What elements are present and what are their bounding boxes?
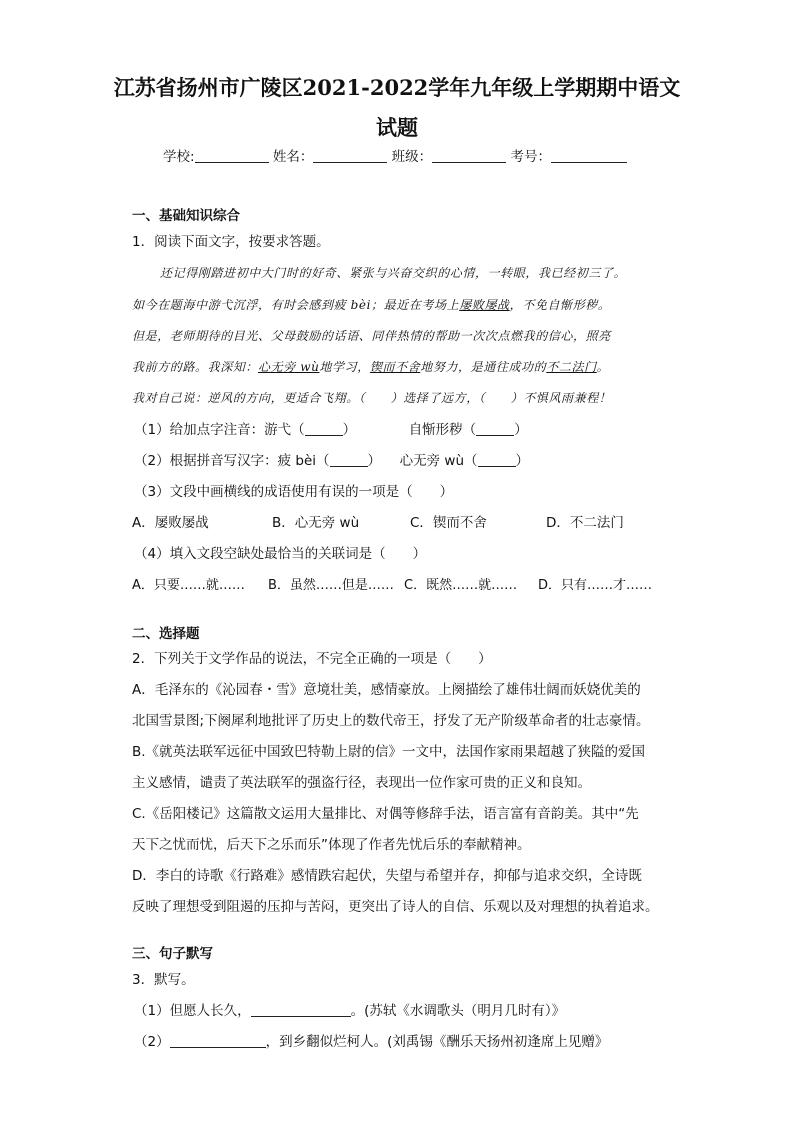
dictation-item-2: （2） ，到乡翻似烂柯人。(刘禹锡《酬乐天扬州初逢席上见赠》	[134, 1034, 609, 1050]
question-2-stem: 2．下列关于文学作品的说法，不完全正确的一项是（ ）	[132, 651, 492, 667]
option-b-line-1[interactable]: B.《就英法联军远征中国致巴特勒上尉的信》一文中，法国作家雨果超越了狭隘的爱国	[132, 744, 646, 760]
sub-question-1: （1）给加点字注音：游弋（ ） 自惭形秽（ ）	[134, 422, 528, 438]
section-heading-2: 二、选择题	[132, 626, 200, 642]
section-heading-1: 一、基础知识综合	[132, 208, 240, 224]
document-title-continued: 试题	[376, 115, 418, 140]
sub-question-4: （4）填入文段空缺处最恰当的关联词是（ ）	[134, 546, 427, 562]
section-heading-3: 三、句子默写	[132, 946, 213, 962]
option-d-line-1[interactable]: D．李白的诗歌《行路难》感情跌宕起伏，失望与希望并存，抑郁与追求交织，全诗既	[132, 868, 642, 884]
idiom-buerfamen: 不二法门	[546, 360, 597, 374]
name-label: 姓名：	[272, 149, 314, 165]
dictation-blank[interactable]	[170, 1034, 266, 1048]
answer-blank[interactable]	[476, 422, 514, 436]
dictation-blank[interactable]	[251, 1003, 351, 1017]
option-a[interactable]: A．只要……就……	[132, 578, 245, 593]
passage-line-4: 我前方的路。我深知：心无旁 wù地学习，锲而不舍地努力，是通往成功的不二法门。	[132, 360, 610, 374]
class-field[interactable]	[432, 149, 506, 163]
school-field[interactable]	[195, 149, 269, 163]
option-c-line-2[interactable]: 天下之忧而忧，后天下之乐而乐”体现了作者先忧后乐的奉献精神。	[132, 837, 531, 853]
answer-blank[interactable]	[478, 453, 516, 467]
answer-blank[interactable]	[330, 453, 368, 467]
option-c[interactable]: C．锲而不舍	[410, 515, 487, 531]
question-1-stem: 1．阅读下面文字，按要求答题。	[132, 234, 330, 250]
option-a[interactable]: A．屡败屡战	[132, 515, 209, 531]
question-3-stem: 3．默写。	[132, 972, 195, 988]
option-c-line-1[interactable]: C.《岳阳楼记》这篇散文运用大量排比、对偶等修辞手法，语言富有音韵美。其中“先	[132, 806, 639, 822]
exam-number-field[interactable]	[551, 149, 627, 163]
option-a-line-2[interactable]: 北国雪景图;下阕犀利地批评了历史上的数代帝王，抒发了无产阶级革命者的壮志豪情。	[132, 713, 650, 729]
exam-number-label: 考号：	[510, 149, 551, 165]
passage-line-1: 还记得刚踏进初中大门时的好奇、紧张与兴奋交织的心情，一转眼，我已经初三了。	[160, 266, 627, 280]
option-d[interactable]: D．只有……才……	[538, 578, 653, 593]
sub-question-3-options	[132, 514, 624, 532]
dictation-item-1: （1）但愿人长久， 。(苏轼《水调歌头（明月几时有）》	[134, 1003, 566, 1019]
student-info-row	[163, 145, 627, 165]
sub-question-2: （2）根据拼音写汉字：疲 bèi（ ） 心无旁 wù（ ）	[134, 453, 529, 469]
idiom-qieerbushe: 锲而不舍	[369, 360, 421, 374]
option-d-line-2[interactable]: 反映了理想受到阻遏的压抑与苦闷，更突出了诗人的自信、乐观以及对理想的执着追求。	[132, 899, 659, 915]
class-label: 班级：	[391, 149, 433, 165]
option-b-line-2[interactable]: 主义感情，谴责了英法联军的强盗行径，表现出一位作家可贵的正义和良知。	[132, 775, 591, 791]
sub-question-4-options	[132, 577, 652, 595]
passage-line-5: 我对自己说：逆风的方向，更适合飞翔。（ ）选择了远方，（ ）不惧风雨兼程！	[132, 391, 612, 405]
answer-blank[interactable]	[305, 422, 343, 436]
document-title: 江苏省扬州市广陵区2021-2022学年九年级上学期期中语文	[113, 75, 681, 100]
passage-line-2: 如今在题海中游弋沉浮，有时会感到疲 bèi；最近在考场上屡败屡战，不免自惭形秽。	[132, 298, 611, 312]
sub-question-3: （3）文段中画横线的成语使用有误的一项是（ ）	[134, 484, 454, 500]
idiom-xinwupangwu: 心无旁 wù	[258, 360, 320, 374]
option-a-line-1[interactable]: A．毛泽东的《沁园春・雪》意境壮美，感情豪放。上阕描绘了雄伟壮阔而妖娆优美的	[132, 682, 641, 698]
option-b[interactable]: B．虽然……但是……	[268, 578, 394, 593]
option-c[interactable]: C．既然……就……	[404, 578, 518, 593]
option-d[interactable]: D．不二法门	[546, 515, 624, 531]
school-label: 学校:	[163, 149, 195, 165]
idiom-lvbailvzhan: 屡败屡战	[459, 298, 510, 312]
option-b[interactable]: B．心无旁 wù	[272, 515, 360, 531]
passage-line-3: 但是，老师期待的目光、父母鼓励的话语、同伴热情的帮助一次次点燃我的信心，照亮	[132, 329, 611, 343]
name-field[interactable]	[313, 149, 387, 163]
